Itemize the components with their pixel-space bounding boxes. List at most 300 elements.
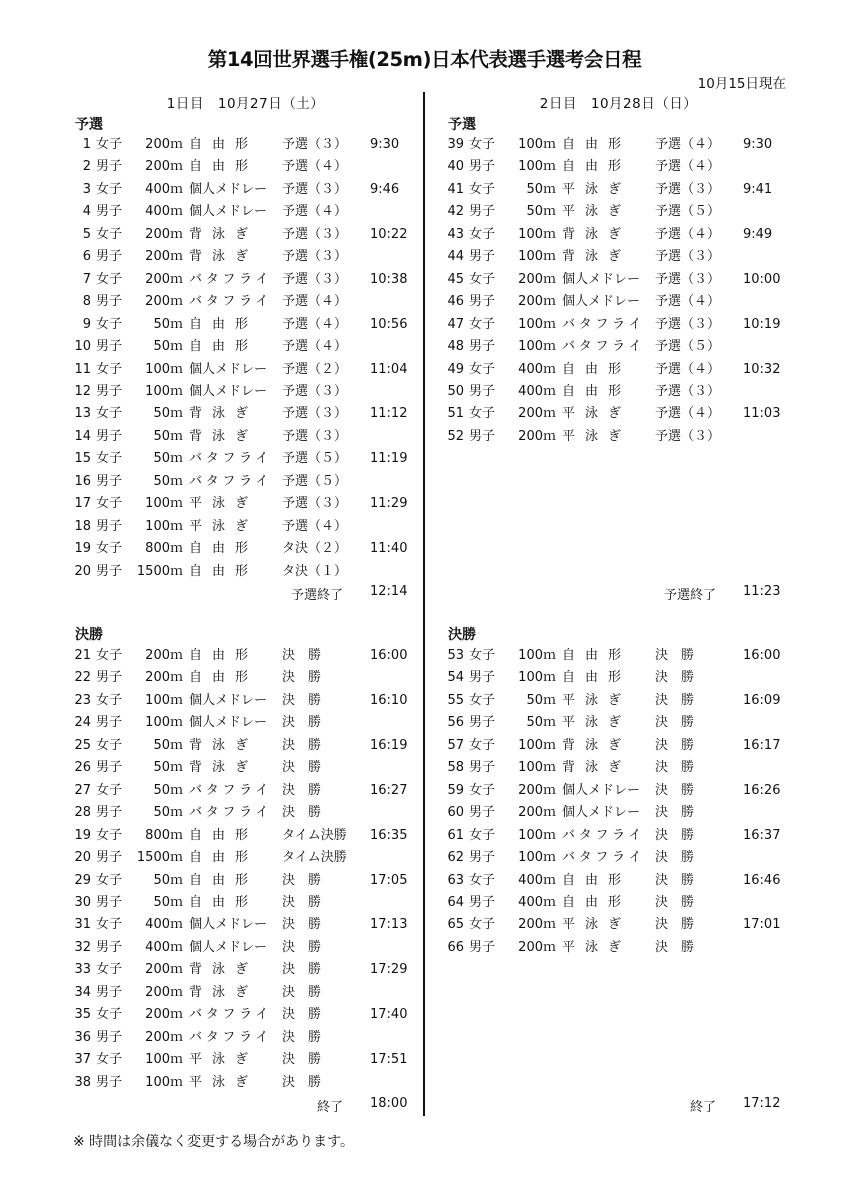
event-gender: 女子 — [469, 271, 496, 287]
event-gender: 男子 — [469, 428, 496, 444]
event-no: 64 — [447, 894, 464, 910]
event-row — [73, 1049, 418, 1071]
event-gender: 女子 — [96, 496, 123, 512]
event-row — [73, 1027, 418, 1049]
event-round: 決 勝 — [282, 648, 322, 663]
event-row — [73, 269, 418, 291]
event-no: 36 — [74, 1029, 91, 1045]
event-gender: 女子 — [469, 226, 496, 242]
event-dist: 100ｍ — [518, 827, 556, 843]
final-section-label: 決勝 — [75, 627, 103, 643]
event-stroke: 平泳ぎ — [562, 692, 632, 708]
event-row — [73, 870, 418, 892]
event-gender: 女子 — [469, 782, 496, 798]
event-no: 21 — [74, 648, 91, 663]
event-round: 予選（３） — [655, 316, 721, 332]
event-stroke: 背泳ぎ — [189, 406, 259, 422]
event-stroke: 自由形 — [189, 541, 259, 557]
event-round: 予選（５） — [655, 204, 721, 220]
event-stroke: 自由形 — [189, 339, 259, 355]
event-gender: 女子 — [469, 137, 496, 152]
event-gender: 女子 — [96, 406, 123, 422]
event-time: 16:27 — [370, 782, 408, 798]
event-round: 決 勝 — [655, 670, 695, 686]
event-round: 予選（２） — [282, 361, 348, 377]
event-gender: 女子 — [96, 137, 123, 152]
event-round: 予選（３） — [282, 137, 348, 152]
event-stroke: 平泳ぎ — [562, 428, 632, 444]
event-row — [73, 982, 418, 1004]
event-dist: 200ｍ — [145, 962, 183, 978]
event-row — [73, 690, 418, 712]
event-dist: 100ｍ — [145, 715, 183, 731]
event-no: 27 — [74, 782, 91, 798]
event-stroke: 個人メドレー — [189, 715, 268, 731]
event-round: 決 勝 — [655, 782, 695, 798]
event-round: タイム決勝 — [282, 850, 347, 866]
event-round: 予選（４） — [282, 316, 348, 332]
event-dist: 200ｍ — [518, 782, 556, 798]
event-row — [446, 870, 791, 892]
event-row — [73, 156, 418, 178]
event-gender: 男子 — [96, 428, 123, 444]
event-no: 12 — [74, 383, 91, 399]
event-gender: 女子 — [469, 316, 496, 332]
event-gender: 男子 — [469, 894, 496, 910]
event-dist: 400ｍ — [145, 917, 183, 933]
event-stroke: 自由形 — [189, 872, 259, 888]
end-label: 終了 — [316, 1100, 343, 1115]
event-dist: 100ｍ — [145, 1052, 183, 1068]
event-dist: 50ｍ — [153, 339, 183, 355]
event-no: 25 — [74, 737, 91, 753]
event-stroke: 自由形 — [562, 361, 632, 377]
event-no: 63 — [447, 872, 464, 888]
event-row — [73, 403, 418, 425]
event-row — [73, 201, 418, 223]
event-stroke: バタフライ — [189, 271, 273, 287]
event-dist: 100ｍ — [518, 159, 556, 175]
event-time: 16:17 — [743, 737, 781, 753]
event-no: 10 — [74, 339, 91, 355]
event-round: 決 勝 — [655, 917, 695, 933]
event-round: 予選（４） — [282, 159, 348, 175]
event-stroke: 背泳ぎ — [189, 428, 259, 444]
event-stroke: 平泳ぎ — [562, 917, 632, 933]
event-stroke: バタフライ — [562, 827, 646, 843]
event-stroke: 背泳ぎ — [189, 760, 259, 776]
event-no: 45 — [447, 271, 464, 287]
event-row — [73, 493, 418, 515]
event-stroke: 個人メドレー — [189, 939, 268, 955]
event-no: 51 — [447, 406, 464, 422]
event-time: 16:19 — [370, 737, 408, 753]
event-stroke: 平泳ぎ — [189, 518, 259, 534]
prelim-section-label: 予選 — [75, 117, 103, 133]
event-stroke: 自由形 — [189, 648, 259, 663]
event-stroke: バタフライ — [562, 339, 646, 355]
event-gender: 男子 — [469, 805, 496, 821]
event-dist: 100ｍ — [518, 226, 556, 242]
event-no: 31 — [74, 917, 91, 933]
event-round: 決 勝 — [655, 827, 695, 843]
event-gender: 男子 — [96, 984, 123, 1000]
event-stroke: バタフライ — [189, 294, 273, 310]
event-no: 55 — [447, 692, 464, 708]
end-time: 18:00 — [370, 1096, 408, 1111]
event-no: 28 — [74, 805, 91, 821]
event-time: 9:41 — [743, 181, 773, 197]
column-divider — [423, 92, 425, 1116]
event-dist: 100ｍ — [145, 1074, 183, 1090]
event-row — [73, 538, 418, 560]
event-stroke: 個人メドレー — [562, 782, 641, 798]
event-dist: 200ｍ — [145, 137, 183, 152]
event-stroke: 個人メドレー — [189, 383, 268, 399]
event-row — [446, 937, 791, 959]
event-gender: 男子 — [96, 805, 123, 821]
event-row — [73, 426, 418, 448]
event-gender: 女子 — [469, 406, 496, 422]
event-gender: 女子 — [469, 361, 496, 377]
event-round: 予選（４） — [655, 361, 721, 377]
event-gender: 男子 — [96, 249, 123, 265]
event-row — [446, 757, 791, 779]
event-time: 9:30 — [370, 137, 400, 152]
event-time: 16:09 — [743, 692, 781, 708]
event-no: 35 — [74, 1007, 91, 1023]
event-gender: 女子 — [96, 692, 123, 708]
event-gender: 男子 — [96, 294, 123, 310]
event-row — [446, 134, 791, 156]
event-no: 48 — [447, 339, 464, 355]
event-round: 予選（３） — [655, 181, 721, 197]
event-no: 33 — [74, 962, 91, 978]
event-time: 9:49 — [743, 226, 773, 242]
event-dist: 100ｍ — [518, 737, 556, 753]
event-stroke: 背泳ぎ — [562, 760, 632, 776]
event-round: 予選（３） — [655, 383, 721, 399]
event-stroke: 背泳ぎ — [562, 737, 632, 753]
event-dist: 100ｍ — [518, 316, 556, 332]
event-stroke: 平泳ぎ — [562, 406, 632, 422]
event-gender: 男子 — [96, 383, 123, 399]
event-round: 決 勝 — [655, 715, 695, 731]
event-dist: 200ｍ — [145, 1029, 183, 1045]
event-time: 17:13 — [370, 917, 408, 933]
event-row — [73, 224, 418, 246]
event-gender: 男子 — [96, 715, 123, 731]
event-row — [73, 516, 418, 538]
event-time: 9:46 — [370, 181, 400, 197]
event-dist: 400ｍ — [145, 204, 183, 220]
event-no: 30 — [74, 894, 91, 910]
event-no: 20 — [74, 563, 91, 579]
day-header: 2日目 10月28日（日） — [539, 96, 698, 112]
prelim-section-label: 予選 — [448, 117, 476, 133]
event-dist: 50ｍ — [153, 451, 183, 467]
event-row — [446, 645, 791, 667]
event-dist: 200ｍ — [145, 159, 183, 175]
event-round: 決 勝 — [655, 648, 695, 663]
event-gender: 男子 — [469, 939, 496, 955]
event-round: 決 勝 — [282, 894, 322, 910]
event-stroke: 平泳ぎ — [189, 1052, 259, 1068]
event-row — [73, 802, 418, 824]
event-stroke: 背泳ぎ — [189, 737, 259, 753]
event-round: 予選（３） — [282, 383, 348, 399]
event-dist: 50ｍ — [153, 894, 183, 910]
event-stroke: 自由形 — [562, 137, 632, 152]
event-gender: 女子 — [96, 962, 123, 978]
prelim-end-time: 11:23 — [743, 584, 781, 599]
event-stroke: 自由形 — [562, 872, 632, 888]
event-dist: 100ｍ — [145, 692, 183, 708]
event-round: 予選（４） — [655, 159, 721, 175]
event-gender: 女子 — [96, 872, 123, 888]
as-of-date: 10月15日現在 — [697, 76, 786, 92]
event-stroke: 自由形 — [189, 137, 259, 152]
event-stroke: 自由形 — [562, 670, 632, 686]
event-gender: 男子 — [469, 670, 496, 686]
event-time: 16:10 — [370, 692, 408, 708]
event-time: 16:26 — [743, 782, 781, 798]
event-round: 予選（３） — [655, 249, 721, 265]
event-no: 11 — [74, 361, 91, 377]
event-dist: 200ｍ — [518, 406, 556, 422]
event-no: 60 — [447, 805, 464, 821]
event-dist: 400ｍ — [145, 181, 183, 197]
event-round: 決 勝 — [282, 1007, 322, 1023]
event-round: 予選（３） — [282, 181, 348, 197]
event-no: 22 — [74, 670, 91, 686]
event-dist: 50ｍ — [526, 715, 556, 731]
event-time: 11:12 — [370, 406, 408, 422]
event-dist: 100ｍ — [518, 760, 556, 776]
event-dist: 50ｍ — [153, 473, 183, 489]
event-no: 38 — [74, 1074, 91, 1090]
event-round: 予選（５） — [282, 473, 348, 489]
event-dist: 400ｍ — [145, 939, 183, 955]
event-gender: 女子 — [96, 737, 123, 753]
event-stroke: 平泳ぎ — [562, 939, 632, 955]
event-no: 19 — [74, 827, 91, 843]
event-gender: 男子 — [96, 760, 123, 776]
event-stroke: 背泳ぎ — [562, 226, 632, 242]
event-stroke: 背泳ぎ — [189, 984, 259, 1000]
event-no: 49 — [447, 361, 464, 377]
event-round: 予選（４） — [655, 226, 721, 242]
event-no: 16 — [74, 473, 91, 489]
event-gender: 男子 — [96, 339, 123, 355]
event-stroke: 平泳ぎ — [189, 496, 259, 512]
event-row — [73, 179, 418, 201]
event-gender: 女子 — [469, 827, 496, 843]
event-stroke: バタフライ — [562, 316, 646, 332]
event-round: 決 勝 — [282, 715, 322, 731]
event-time: 10:56 — [370, 316, 408, 332]
event-round: 決 勝 — [655, 805, 695, 821]
event-row — [73, 645, 418, 667]
event-row — [73, 291, 418, 313]
event-dist: 200ｍ — [518, 294, 556, 310]
event-time: 17:05 — [370, 872, 408, 888]
event-time: 17:51 — [370, 1052, 408, 1068]
prelim-end-time: 12:14 — [370, 584, 408, 599]
event-stroke: 個人メドレー — [189, 204, 268, 220]
event-row — [73, 134, 418, 156]
event-dist: 200ｍ — [145, 1007, 183, 1023]
event-time: 11:03 — [743, 406, 781, 422]
event-row — [446, 802, 791, 824]
event-round: 決 勝 — [282, 782, 322, 798]
event-gender: 女子 — [96, 827, 123, 843]
event-no: 24 — [74, 715, 91, 731]
event-stroke: 自由形 — [189, 670, 259, 686]
event-no: 34 — [74, 984, 91, 1000]
event-dist: 800ｍ — [145, 541, 183, 557]
event-round: 決 勝 — [655, 737, 695, 753]
event-no: 32 — [74, 939, 91, 955]
event-no: 3 — [82, 181, 91, 197]
event-time: 10:22 — [370, 226, 408, 242]
event-dist: 100ｍ — [518, 339, 556, 355]
event-time: 10:38 — [370, 271, 408, 287]
event-gender: 女子 — [96, 316, 123, 332]
event-gender: 男子 — [96, 850, 123, 866]
event-gender: 男子 — [469, 850, 496, 866]
event-dist: 200ｍ — [145, 249, 183, 265]
event-no: 66 — [447, 939, 464, 955]
event-gender: 男子 — [469, 339, 496, 355]
event-stroke: 自由形 — [562, 159, 632, 175]
event-stroke: 自由形 — [189, 894, 259, 910]
event-row — [446, 179, 791, 201]
event-gender: 女子 — [469, 737, 496, 753]
event-gender: 女子 — [96, 361, 123, 377]
event-round: 決 勝 — [655, 872, 695, 888]
event-time: 16:37 — [743, 827, 781, 843]
event-dist: 50ｍ — [153, 782, 183, 798]
event-dist: 50ｍ — [153, 316, 183, 332]
event-dist: 200ｍ — [518, 428, 556, 444]
event-gender: 男子 — [469, 383, 496, 399]
event-gender: 女子 — [469, 181, 496, 197]
event-round: 決 勝 — [282, 760, 322, 776]
event-round: 予選（３） — [282, 496, 348, 512]
event-gender: 男子 — [96, 894, 123, 910]
event-no: 7 — [82, 271, 91, 287]
event-row — [446, 336, 791, 358]
event-dist: 400ｍ — [518, 383, 556, 399]
event-no: 54 — [447, 670, 464, 686]
event-stroke: バタフライ — [189, 451, 273, 467]
event-stroke: 平泳ぎ — [562, 204, 632, 220]
event-row — [73, 471, 418, 493]
event-dist: 50ｍ — [153, 760, 183, 776]
event-stroke: 個人メドレー — [189, 692, 268, 708]
event-stroke: 自由形 — [189, 316, 259, 332]
event-round: 決 勝 — [282, 737, 322, 753]
event-row — [446, 403, 791, 425]
event-row — [446, 224, 791, 246]
event-dist: 200ｍ — [145, 294, 183, 310]
event-stroke: 個人メドレー — [562, 805, 641, 821]
event-dist: 50ｍ — [153, 428, 183, 444]
event-round: 予選（４） — [282, 339, 348, 355]
event-round: 予選（３） — [282, 226, 348, 242]
event-gender: 女子 — [96, 917, 123, 933]
event-stroke: バタフライ — [189, 1029, 273, 1045]
event-row — [73, 892, 418, 914]
event-row — [73, 246, 418, 268]
event-dist: 200ｍ — [145, 670, 183, 686]
prelim-end-label: 予選終了 — [290, 588, 343, 603]
event-round: 予選（３） — [282, 271, 348, 287]
event-no: 47 — [447, 316, 464, 332]
event-gender: 男子 — [96, 473, 123, 489]
event-time: 11:29 — [370, 496, 408, 512]
event-round: 決 勝 — [282, 670, 322, 686]
event-time: 16:35 — [370, 827, 408, 843]
event-gender: 男子 — [469, 159, 496, 175]
event-round: 予選（３） — [655, 428, 721, 444]
event-row — [446, 735, 791, 757]
event-no: 58 — [447, 760, 464, 776]
event-stroke: 個人メドレー — [562, 271, 641, 287]
event-dist: 100ｍ — [145, 361, 183, 377]
event-round: 決 勝 — [282, 984, 322, 1000]
event-dist: 200ｍ — [145, 226, 183, 242]
event-round: 決 勝 — [655, 939, 695, 955]
event-gender: 男子 — [469, 760, 496, 776]
event-no: 56 — [447, 715, 464, 731]
event-row — [73, 959, 418, 981]
end-label: 終了 — [689, 1100, 716, 1115]
event-round: 決 勝 — [282, 1052, 322, 1068]
event-round: 決 勝 — [282, 872, 322, 888]
event-no: 41 — [447, 181, 464, 197]
event-dist: 200ｍ — [145, 984, 183, 1000]
event-row — [446, 690, 791, 712]
event-round: 予選（４） — [282, 294, 348, 310]
event-stroke: バタフライ — [189, 1007, 273, 1023]
event-gender: 男子 — [96, 518, 123, 534]
event-round: 決 勝 — [282, 805, 322, 821]
event-no: 19 — [74, 541, 91, 557]
event-time: 17:01 — [743, 917, 781, 933]
event-stroke: 自由形 — [562, 383, 632, 399]
event-dist: 100ｍ — [518, 850, 556, 866]
event-round: 予選（４） — [655, 294, 721, 310]
event-time: 10:19 — [743, 316, 781, 332]
event-row — [446, 780, 791, 802]
event-dist: 50ｍ — [526, 181, 556, 197]
event-dist: 100ｍ — [518, 137, 556, 152]
event-round: 決 勝 — [282, 917, 322, 933]
event-no: 37 — [74, 1052, 91, 1068]
event-row — [446, 291, 791, 313]
event-gender: 男子 — [469, 204, 496, 220]
event-no: 57 — [447, 737, 464, 753]
event-gender: 男子 — [96, 1029, 123, 1045]
event-time: 10:32 — [743, 361, 781, 377]
event-round: 決 勝 — [282, 962, 322, 978]
event-row — [73, 314, 418, 336]
event-time: 17:29 — [370, 962, 408, 978]
event-no: 52 — [447, 428, 464, 444]
event-gender: 女子 — [96, 648, 123, 663]
